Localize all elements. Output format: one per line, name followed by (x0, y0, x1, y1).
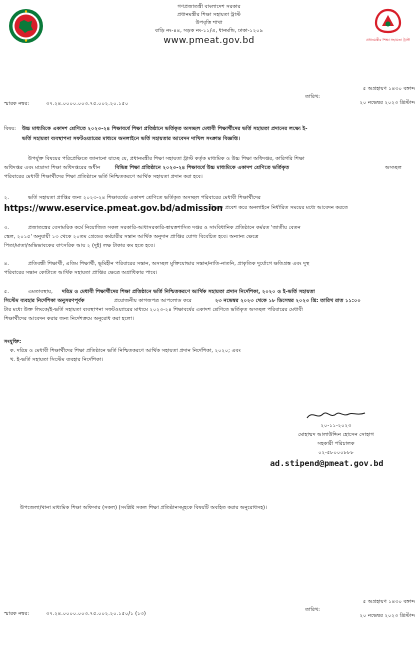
para5-line-1b: দরিদ্র ও মেধাবী শিক্ষার্থীদের শিক্ষা প্রতিষ্ঠানে ভর্তি নিশ্চিতকরণে আর্থিক সহায়তা প্রদান নির্দেশিকা, ২০২০ ও ই-ভর্তি সহায়তা (62, 289, 315, 295)
para3-line-1: প্রজাতন্ত্রের বেসামরিক কর্মে নিয়োজিত সকল সরকারি-আধাসরকারি-স্বায়ত্তশাসিত দপ্তর ও সাংবিধানিক প্রতিষ্ঠানে কর্মরত 'জাতীয় বেতন (28, 225, 301, 231)
signatory-email[interactable]: ad.stipend@pmeat.gov.bd (270, 458, 384, 468)
trust-logo-icon (370, 6, 406, 38)
header-trust: প্রধানমন্ত্রীর শিক্ষা সহায়তা ট্রাস্ট (177, 12, 241, 18)
memo2-number: ৩৭.২৪.০০০০.০০৩.৭৫.০০২.২০.১৫০/১ (১৩) (46, 611, 146, 617)
para1-line-3: পরিবারের মেধাবী শিক্ষার্থীদের শিক্ষা প্রতিষ্ঠানে ভর্তি নিশ্চিতকরণে আর্থিক সহায়তা প্রদান করা হবে। (4, 174, 203, 180)
trust-logo-caption: প্রধানমন্ত্রীর শিক্ষা সহায়তা ট্রাস্ট (366, 38, 410, 42)
memo-date-english: ২০ নভেম্বর ২০২৩ খ্রিস্টাব্দ (359, 100, 415, 106)
signature-icon (305, 408, 367, 422)
para5-line-4: শিক্ষার্থীদের আবেদন করার জন্য নির্দেশক্রমে অনুরোধ করা হলো। (4, 316, 134, 322)
para2-line-2: লিংকে প্রবেশ করে অনলাইনে নির্ধারিত সময়ের মধ্যে আবেদন করতে (210, 205, 349, 211)
signatory-name: মোহাম্মদ আলাউদ্দিন হোসেন সোহাগ (298, 432, 374, 438)
para5-line-2c: ২৩ নভেম্বর ২০২৩ থেকে ১৮ ডিসেম্বর ২০২৩ খ্রি: তারিখ রাত ১১:০০ (215, 298, 361, 304)
admission-url-link[interactable]: https://www.eservice.pmeat.gov.bd/admission (4, 203, 223, 213)
subject-line-1: উচ্চ মাধ্যমিকে একাদশ শ্রেণিতে ২০২৩-২৪ শিক্ষাবর্ষে শিক্ষা প্রতিষ্ঠানে ভর্তিকৃত অসচ্ছল মেধাবী শিক্ষার্থীদের ভর্তি সহায়তা প্রদানের লক্ষ্যে ই- (22, 126, 308, 132)
memo-number-label: স্মারক নম্বর: (4, 101, 30, 107)
para1-line-2a: অধিদপ্তর এবং মাদ্রাসা শিক্ষা অধিদপ্তরের অধীন (4, 165, 101, 171)
memo2-date-bangla: ৫ অগ্রহায়ণ ১৪৩০ বঙ্গাব্দ (362, 599, 415, 605)
para1-line-1: উপর্যুক্ত বিষয়ের পরিপ্রেক্ষিতে জানানো যাচ্ছে যে, প্রধানমন্ত্রীর শিক্ষা সহায়তা ট্রাস্ট কর্তৃক মাধ্যমিক ও উচ্চ শিক্ষা অধিদপ্তর, কারিগরি শিক্ষা (28, 156, 305, 162)
attachments-title: সংযুক্তি: (4, 339, 22, 345)
para3-line-3: পিতা/মাতা/অভিভাবকের বাৎসরিক আয় ২ (দুই) লক্ষ টাকার কম হতে হবে। (4, 243, 155, 249)
para3-number: ৩. (4, 225, 10, 231)
subject-label: বিষয়: (4, 126, 17, 132)
header-address: বাড়ি নং-৪৪, সড়ক নং-১১/এ, ধানমন্ডি, ঢাকা-১২০৯ (154, 28, 264, 34)
signature-date: ২০-১১-২০২৩ (320, 423, 352, 429)
memo2-date-label: তারিখ: (305, 607, 320, 613)
para5-line-3: টার মধ্যে উক্ত লিংকে/ই-ভর্তি সহায়তা ব্যবস্থাপনা সফটওয়্যারের মাধ্যমে ২০২৩-২৪ শিক্ষাবর্ষের একাদশ শ্রেণিতে ভর্তিকৃত অসচ্ছল পরিবারের মেধাবী (4, 307, 303, 313)
para4-number: ৪. (4, 261, 10, 267)
para2-line-1: ভর্তি সহায়তা প্রাপ্তির জন্য ২০২৩-২৪ শিক্ষাবর্ষের একাদশ শ্রেণিতে ভর্তিকৃত অসচ্ছল পরিবারের মেধাবী শিক্ষার্থীদের (28, 195, 261, 201)
signatory-designation: সহকারী পরিচালক (317, 441, 355, 447)
header-website[interactable]: www.pmeat.gov.bd (163, 36, 255, 46)
memo2-number-label: স্মারক নম্বর: (4, 611, 30, 617)
header-govt: গণপ্রজাতন্ত্রী বাংলাদেশ সরকার (177, 4, 241, 10)
para5-line-2a: সিস্টেম ব্যবহার নির্দেশিকা অনুসরণপূর্বক (4, 298, 85, 304)
memo-date-label: তারিখ: (305, 94, 320, 100)
para5-line-1a: এমতাবস্থায়, (28, 289, 53, 295)
para3-line-2: স্কেল, ২০১৫' অনুযায়ী ১৩ থেকে ২০তম গ্রেডের কর্মচারীর সন্তান আর্থিক অনুদান প্রাপ্তির যোগ্য বিবেচিত হবে। অন্যান্য ক্ষেত্রে (4, 234, 259, 240)
para1-line-2b: বিভিন্ন শিক্ষা প্রতিষ্ঠানে ২০২৩-২৪ শিক্ষাবর্ষে উচ্চ মাধ্যমিকে একাদশ শ্রেণিতে ভর্তিকৃত (115, 165, 290, 171)
para4-line-1: প্রতিবন্ধী শিক্ষার্থী, এতিম শিক্ষার্থী, ভূমিহীন পরিবারের সন্তান, অসচ্ছল মুক্তিযোদ্ধার সন্তান/নাতি-নাতনি, প্রাকৃতিক দুর্যোগে ক্ষতিগ্রস্ত এবং দুস্থ (28, 261, 310, 267)
subject-line-2: ভর্তি সহায়তা ব্যবস্থাপনা সফটওয়্যারের মাধ্যমে অনলাইনে ভর্তি সহায়তার আবেদন দাখিল সংক্রান্ত বিজ্ঞপ্তি। (22, 136, 240, 142)
signatory-phone: ০২-৫৮০০০৮৮৮ (318, 450, 354, 456)
para5-line-2b: প্রয়োজনীয় কাগজপত্র আপলোড করে (114, 298, 192, 304)
memo2-date-english: ২০ নভেম্বর ২০২৩ খ্রিস্টাব্দ (359, 613, 415, 619)
attachment-item-1: ক. দরিদ্র ও মেধাবী শিক্ষার্থীদের শিক্ষা প্রতিষ্ঠানে ভর্তি নিশ্চিতকরণে আর্থিক সহায়তা প্রদান নির্দেশিকা, ২০২০; এবং (10, 348, 241, 354)
para5-number: ৫. (4, 289, 10, 295)
memo-number: ৩৭.২৪.০০০০.০০৩.৭৫.০০২.২০.১৫০ (46, 101, 129, 107)
government-seal-icon (8, 8, 44, 44)
distribution-note: উপজেলা/থানা মাধ্যমিক শিক্ষা অফিসার (সকল) (সংশ্লিষ্ট সকল শিক্ষা প্রতিষ্ঠানসমূহকে বিষয়টি অবহিত করার অনুরোধসহ)। (20, 505, 267, 511)
para4-line-2: পরিবারের সন্তান কোটাতে আর্থিক সহায়তা প্রাপ্তির ক্ষেত্রে অগ্রাধিকার পাবে। (4, 270, 158, 276)
para1-line-2c: অসচ্ছল (385, 165, 402, 171)
attachment-item-2: খ. ই-ভর্তি সহায়তা সিস্টেম ব্যবহার নির্দেশিকা। (10, 357, 104, 363)
para2-number: ২. (4, 195, 10, 201)
memo-date-bangla: ৫ অগ্রহায়ণ ১৪৩০ বঙ্গাব্দ (362, 86, 415, 92)
header-section: উপবৃত্তি শাখা (195, 20, 223, 26)
